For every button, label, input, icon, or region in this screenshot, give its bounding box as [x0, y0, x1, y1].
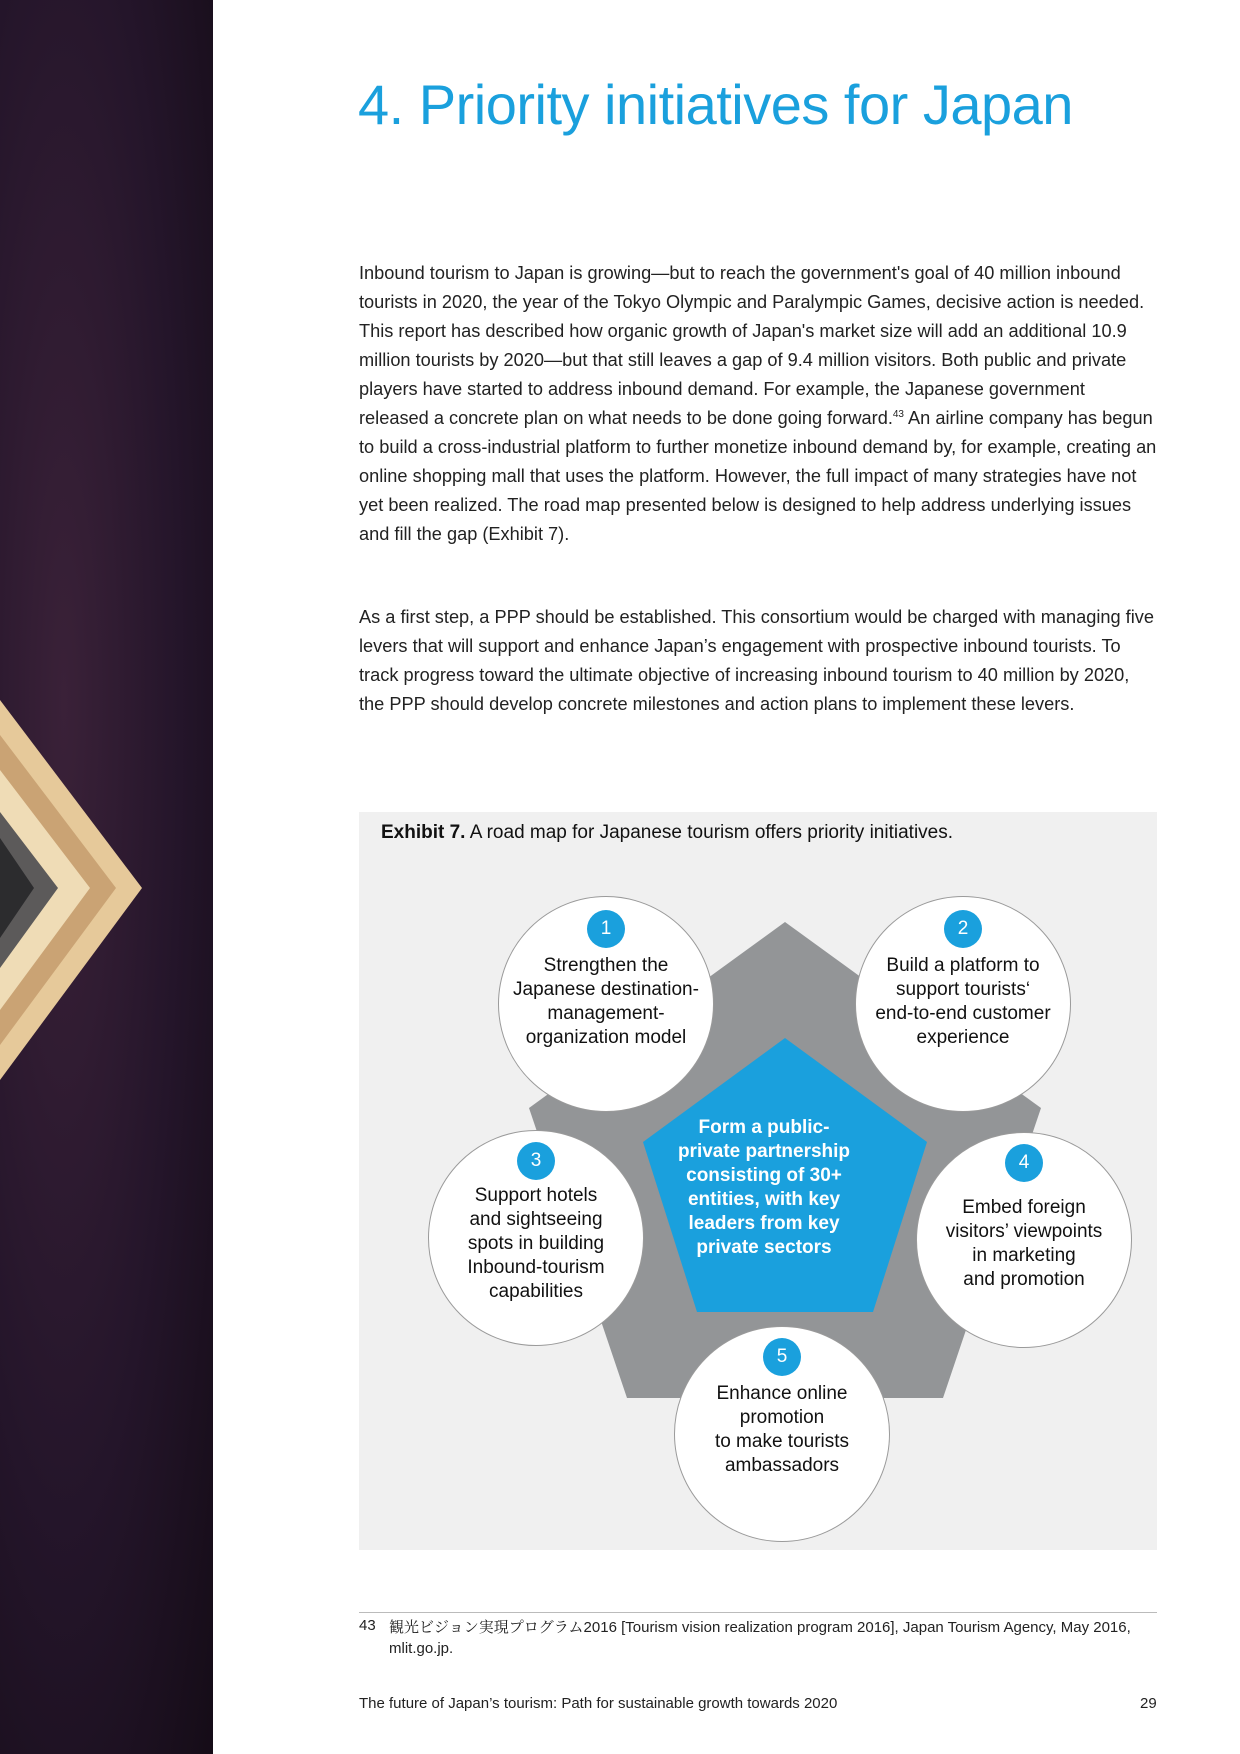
footer-title: The future of Japan’s tourism: Path for sustainable growth towards 2020 — [359, 1695, 838, 1712]
center-ppp-text: Form a public- private partnership consisting of 30+ entities, with key leaders from key private sectors — [677, 1117, 851, 1258]
cover-photo — [0, 0, 213, 1754]
exhibit-caption-text: A road map for Japanese tourism offers priority initiatives. — [465, 822, 954, 843]
footnote-number: 43 — [359, 1617, 376, 1634]
lever-5-text: Enhance online promotion to make tourists ambassadors — [714, 1383, 850, 1476]
page-number: 29 — [1140, 1695, 1157, 1712]
intro-text-part-1: Inbound tourism to Japan is growing—but to reach the government's goal of 40 million inbound tourists in 2020, the year of the Tokyo Olympic and Paralympic Games, decisive action is needed. This report has described how organic growth of Japan's market size will add an additional 10.9 million tourists by 2020—but that still leaves a gap of 9.4 million visitors. Both public and private players have started to address inbound demand. For example, the Japanese government released a concrete plan on what needs to be done going forward. — [359, 263, 1145, 428]
intro-text-part-2: An airline company has begun to build a cross-industrial platform to further monetize inbound demand by, for example, creating an online shopping mall that uses the platform. However, the full impact of many strategies have not yet been realized. The road map presented below is designed to help address underlying issues and fill the gap (Exhibit 7). — [359, 408, 1157, 544]
lever-3-text: Support hotels and sightseeing spots in building Inbound-tourism capabilities — [467, 1185, 605, 1302]
footnote-divider — [359, 1612, 1157, 1613]
lever-5-number: 5 — [763, 1338, 801, 1376]
lever-4-text: Embed foreign visitors’ viewpoints in marketing and promotion — [945, 1197, 1103, 1290]
lever-2-text: Build a platform to support tourists‘ end-to-end customer experience — [875, 955, 1051, 1048]
footnote-text: 観光ビジョン実現プログラム2016 [Tourism vision realization program 2016], Japan Tourism Agency, May 2016, mlit.go.jp. — [389, 1619, 1131, 1657]
lever-1-number: 1 — [587, 910, 625, 948]
exhibit-7-panel — [359, 812, 1157, 1550]
lever-4-number: 4 — [1005, 1144, 1043, 1182]
footnote-reference: 43 — [892, 408, 904, 420]
intro-paragraph — [359, 259, 1159, 549]
lever-2-number: 2 — [944, 910, 982, 948]
exhibit-label: Exhibit 7. — [381, 822, 466, 843]
page-title: 4. Priority initiatives for Japan — [358, 73, 1073, 136]
lever-3-number: 3 — [517, 1142, 555, 1180]
lever-1-text: Strengthen the Japanese destination- management- organization model — [513, 955, 699, 1048]
ppp-paragraph: As a first step, a PPP should be established. This consortium would be charged with managing five levers that will support and enhance Japan’s engagement with prospective inbound tourists. To track progress toward the ultimate objective of increasing inbound tourism to 40 million by 2020, the PPP should develop concrete milestones and action plans to implement these levers. — [359, 607, 1154, 714]
